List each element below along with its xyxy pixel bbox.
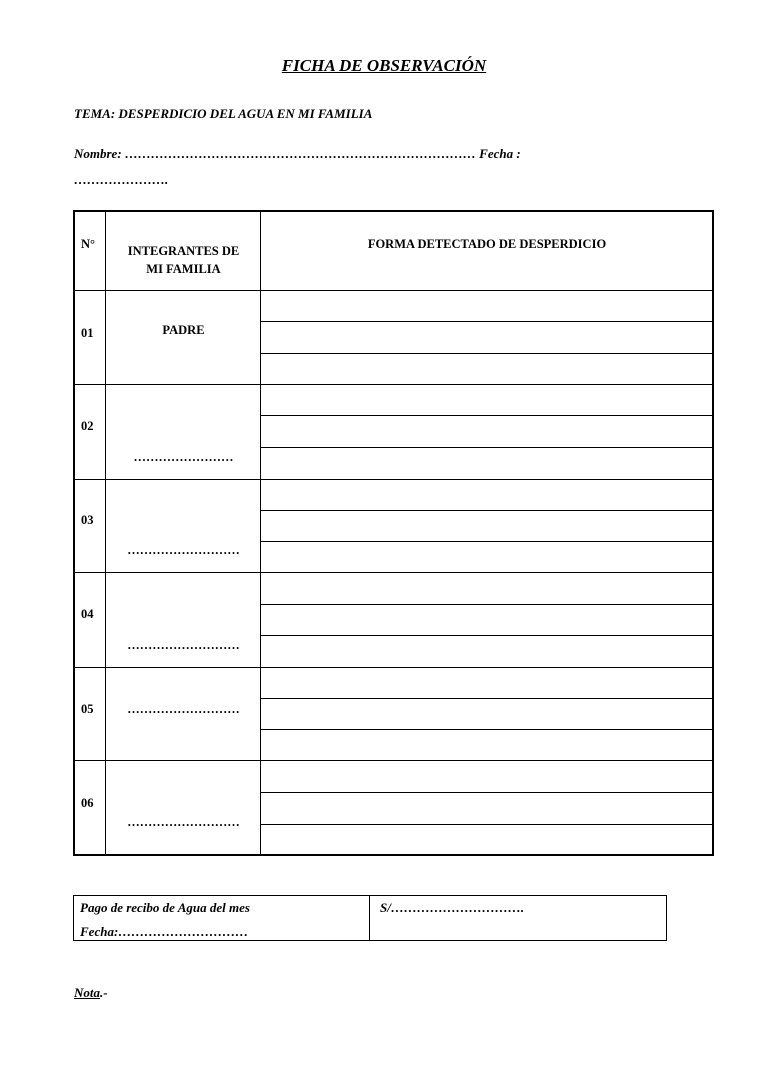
header-num: N° [81, 237, 96, 251]
row-member-01: PADRE [162, 323, 205, 337]
note-suffix: .- [100, 985, 108, 1000]
group-separator [75, 760, 712, 761]
subrow-line[interactable] [260, 604, 712, 605]
row-member-02[interactable]: …………………… [133, 450, 234, 464]
subrow-line[interactable] [260, 824, 712, 825]
observation-table [73, 210, 714, 856]
subrow-line[interactable] [260, 353, 712, 354]
row-num-05: 05 [81, 702, 94, 716]
payment-divider [369, 896, 370, 940]
date-blank-line[interactable]: …………………. [74, 172, 169, 187]
subrow-line[interactable] [260, 541, 712, 542]
name-date-line[interactable]: Nombre: ……………………………………………………………………… Fecha : [74, 146, 521, 161]
topic-line: TEMA: DESPERDICIO DEL AGUA EN MI FAMILIA [74, 106, 373, 121]
row-num-04: 04 [81, 607, 94, 621]
page-title: FICHA DE OBSERVACIÓN [281, 56, 487, 75]
row-member-06[interactable]: ……………………… [127, 815, 240, 829]
subrow-line[interactable] [260, 321, 712, 322]
note-label: Nota [74, 985, 100, 1000]
payment-box [73, 895, 667, 941]
row-num-02: 02 [81, 419, 94, 433]
header-members-line2: MI FAMILIA [146, 262, 221, 276]
group-separator [75, 572, 712, 573]
row-member-05[interactable]: ……………………… [127, 702, 240, 716]
subrow-line[interactable] [260, 510, 712, 511]
row-num-06: 06 [81, 796, 94, 810]
col-divider-1 [105, 212, 106, 854]
col-divider-2 [260, 212, 261, 854]
subrow-line[interactable] [260, 635, 712, 636]
subrow-line[interactable] [260, 447, 712, 448]
subrow-line[interactable] [260, 698, 712, 699]
group-separator [75, 384, 712, 385]
header-form: FORMA DETECTADO DE DESPERDICIO [367, 237, 607, 251]
group-separator [75, 667, 712, 668]
subrow-line[interactable] [260, 792, 712, 793]
row-num-01: 01 [81, 326, 94, 340]
row-member-04[interactable]: ……………………… [127, 638, 240, 652]
note-line [74, 985, 108, 1001]
group-separator [75, 479, 712, 480]
header-members-line1: INTEGRANTES DE [127, 244, 240, 258]
group-separator [75, 290, 712, 291]
payment-date[interactable]: Fecha:………………………… [80, 924, 249, 939]
payment-amount[interactable]: S/…………………………. [380, 900, 525, 915]
row-member-03[interactable]: ……………………… [127, 543, 240, 557]
subrow-line[interactable] [260, 729, 712, 730]
subrow-line[interactable] [260, 415, 712, 416]
payment-label: Pago de recibo de Agua del mes [80, 900, 250, 915]
row-num-03: 03 [81, 513, 94, 527]
